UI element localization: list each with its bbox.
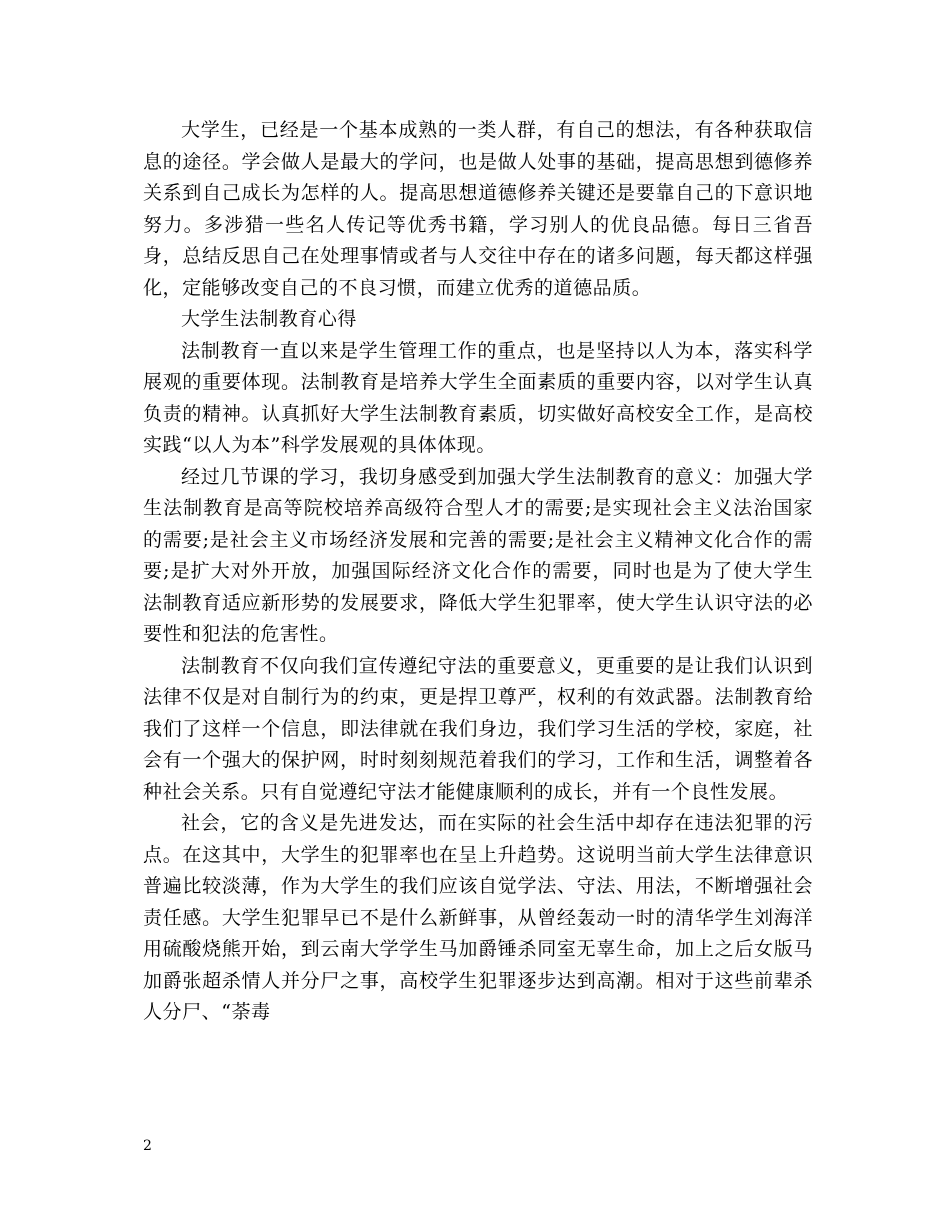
paragraph-3: 经过几节课的学习，我切身感受到加强大学生法制教育的意义：加强大学生法制教育是高等院校培养高级符合型人才的需要;是实现社会主义法治国家的需要;是社会主义市场经济发展和完善的需要;是社会主义精神文化合作的需要;是扩大对外开放，加强国际经济文化合作的需要，同时也是为了使大学生法制教育适应新形势的发展要求，降低大学生犯罪率，使大学生认识守法的必要性和犯法的危害性。 (143, 465, 813, 645)
paragraph-1: 大学生，已经是一个基本成熟的一类人群，有自己的想法，有各种获取信息的途径。学会做人是最大的学问，也是做人处事的基础，提高思想到德修养关系到自己成长为怎样的人。提高思想道德修养关键还是要靠自己的下意识地努力。多涉猎一些名人传记等优秀书籍，学习别人的优良品德。每日三省吾身，总结反思自己在处理事情或者与人交往中存在的诸多问题，每天都这样强化，定能够改变自己的不良习惯，而建立优秀的道德品质。 (143, 119, 813, 299)
paragraph-5: 社会，它的含义是先进发达，而在实际的社会生活中却存在违法犯罪的污点。在这其中，大学生的犯罪率也在呈上升趋势。这说明当前大学生法律意识普遍比较淡薄，作为大学生的我们应该自觉学法、守法、用法，不断增强社会责任感。大学生犯罪早已不是什么新鲜事，从曾经轰动一时的清华学生刘海洋用硫酸烧熊开始，到云南大学学生马加爵锤杀同室无辜生命，加上之后女版马加爵张超杀情人并分尸之事，高校学生犯罪逐步达到高潮。相对于这些前辈杀人分尸、“荼毒 (143, 812, 813, 1023)
paragraph-4: 法制教育不仅向我们宣传遵纪守法的重要意义，更重要的是让我们认识到法律不仅是对自制行为的约束，更是捍卫尊严，权利的有效武器。法制教育给我们了这样一个信息，即法律就在我们身边，我们学习生活的学校，家庭，社会有一个强大的保护网，时时刻刻规范着我们的学习，工作和生活，调整着各种社会关系。只有自觉遵纪守法才能健康顺利的成长，并有一个良性发展。 (143, 654, 813, 803)
document-body (143, 115, 813, 1029)
page-number: 2 (143, 1138, 152, 1154)
section-heading: 大学生法制教育心得 (181, 308, 357, 330)
paragraph-2: 法制教育一直以来是学生管理工作的重点，也是坚持以人为本，落实科学展观的重要体现。法制教育是培养大学生全面素质的重要内容，以对学生认真负责的精神。认真抓好大学生法制教育素质，切实做好高校安全工作，是高校实践“以人为本”科学发展观的具体体现。 (143, 339, 813, 456)
